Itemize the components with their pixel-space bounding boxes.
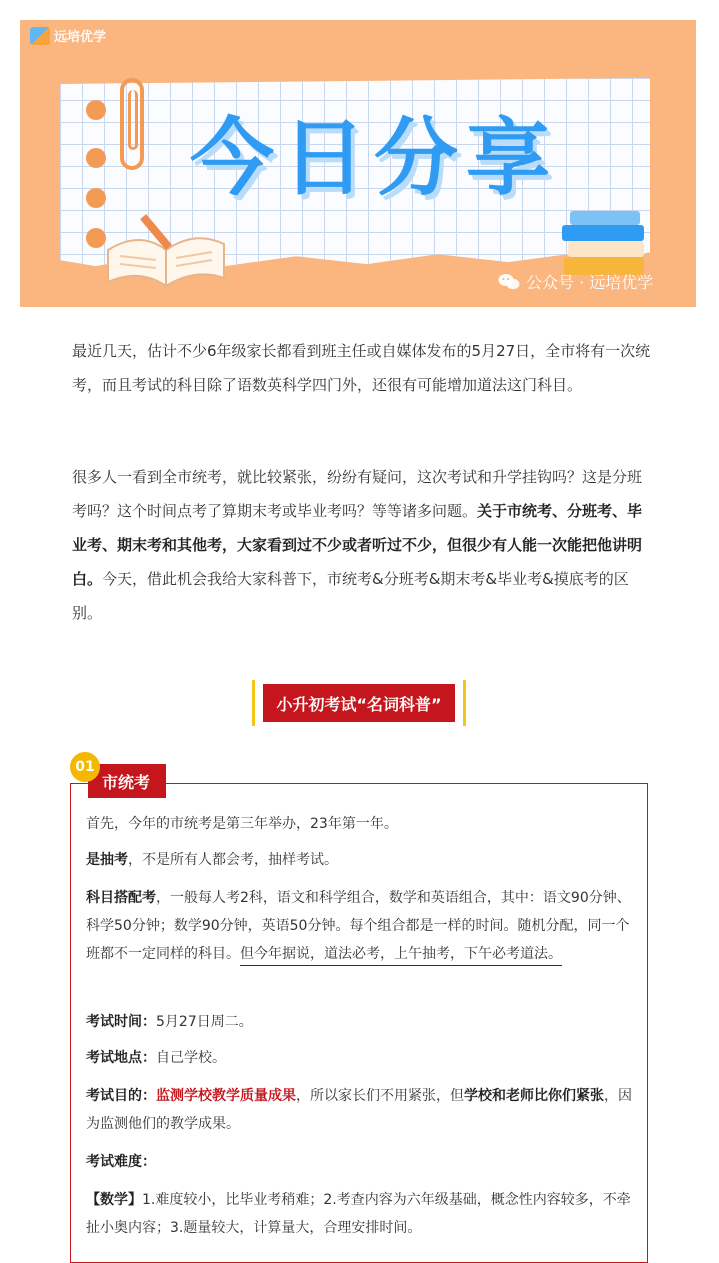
goal-bold: 学校和老师比你们紧张 xyxy=(464,1088,604,1104)
subjects-underlined-note: 但今年据说，道法必考，上午抽考，下午必考道法。 xyxy=(240,946,562,962)
sampling-label: 是抽考 xyxy=(86,852,128,868)
goal-highlight: 监测学校教学质量成果 xyxy=(156,1088,296,1104)
paperclip-inner xyxy=(128,90,138,150)
card-line-place xyxy=(86,1044,634,1072)
goal-middle: ，所以家长们不用紧张，但 xyxy=(296,1088,464,1104)
card-line-goal xyxy=(86,1082,634,1138)
sampling-text: ，不是所有人都会考，抽样考试。 xyxy=(128,852,338,868)
number-badge: 01 xyxy=(70,752,100,782)
difficulty-label: 考试难度： xyxy=(86,1154,156,1170)
cube-logo-icon xyxy=(30,27,50,45)
brand-name: 远培优学 xyxy=(54,30,107,45)
section-title: 小升初考试“名词科普” xyxy=(263,684,455,722)
intro-paragraph-2-text: 很多人一看到全市统考，就比较紧张，纷纷有疑问，这次考试和升学挂钩吗？这是分班考吗？这个时间点考了算期末考或毕业考吗？等等诸多问题。 xyxy=(72,468,643,520)
wechat-icon xyxy=(498,273,520,291)
section-header xyxy=(252,680,466,726)
intro-paragraph-2-bold: 关于市统考、分班考、毕业考、期末考和其他考，大家看到过不少或者听过不少，但很少有人能一次能把他讲明白。 xyxy=(72,502,643,588)
subjects-label: 科目搭配考 xyxy=(86,890,156,906)
intro-paragraph-2 xyxy=(72,460,652,630)
goal-end: ，因为监测他们的教学成果。 xyxy=(86,1088,632,1132)
place-value: 自己学校。 xyxy=(156,1050,226,1066)
goal-label: 考试目的： xyxy=(86,1088,156,1104)
card-line-difficulty xyxy=(86,1148,634,1176)
header-banner xyxy=(20,20,696,307)
binder-hole-icon xyxy=(86,148,106,168)
math-label: 【数学】 xyxy=(86,1192,142,1208)
book-stack-icon xyxy=(560,205,650,280)
math-text: 1.难度较小，比毕业考稍难；2.考查内容为六年级基础，概念性内容较多，不牵扯小奥内容；3.题量较大，计算量大，合理安排时间。 xyxy=(86,1192,631,1236)
subjects-text: ，一般每人考2科，语文和科学组合，数学和英语组合，其中：语文90分钟、科学50分钟；数学90分钟，英语50分钟。每个组合都是一样的时间。随机分配，同一个班都不一定同样的科目。 xyxy=(86,890,631,962)
card-line-sampling xyxy=(86,846,634,874)
open-book-icon xyxy=(100,210,230,290)
card-line-intro: 首先，今年的市统考是第三年举办，23年第一年。 xyxy=(86,816,398,832)
card-line-math xyxy=(86,1186,634,1242)
card-line-time xyxy=(86,1008,634,1036)
banner-title: 今日分享 xyxy=(190,109,559,207)
time-label: 考试时间： xyxy=(86,1014,156,1030)
intro-paragraph-1: 最近几天，估计不少6年级家长都看到班主任或自媒体发布的5月27日，全市将有一次统考，而且考试的科目除了语数英科学四门外，还很有可能增加道法这门科目。 xyxy=(72,342,651,394)
time-value: 5月27日周二。 xyxy=(156,1014,253,1030)
brand-logo xyxy=(30,26,106,45)
place-label: 考试地点： xyxy=(86,1050,156,1066)
card-tag: 市统考 xyxy=(88,764,166,798)
binder-hole-icon xyxy=(86,100,106,120)
card-line-subjects xyxy=(86,884,634,968)
wechat-account-text: 公众号 · 远培优学 xyxy=(526,273,654,292)
binder-hole-icon xyxy=(86,188,106,208)
wechat-account-label xyxy=(498,270,653,293)
intro-paragraph-2-tail: 今天，借此机会我给大家科普下，市统考&分班考&期末考&毕业考&摸底考的区别。 xyxy=(72,570,629,622)
